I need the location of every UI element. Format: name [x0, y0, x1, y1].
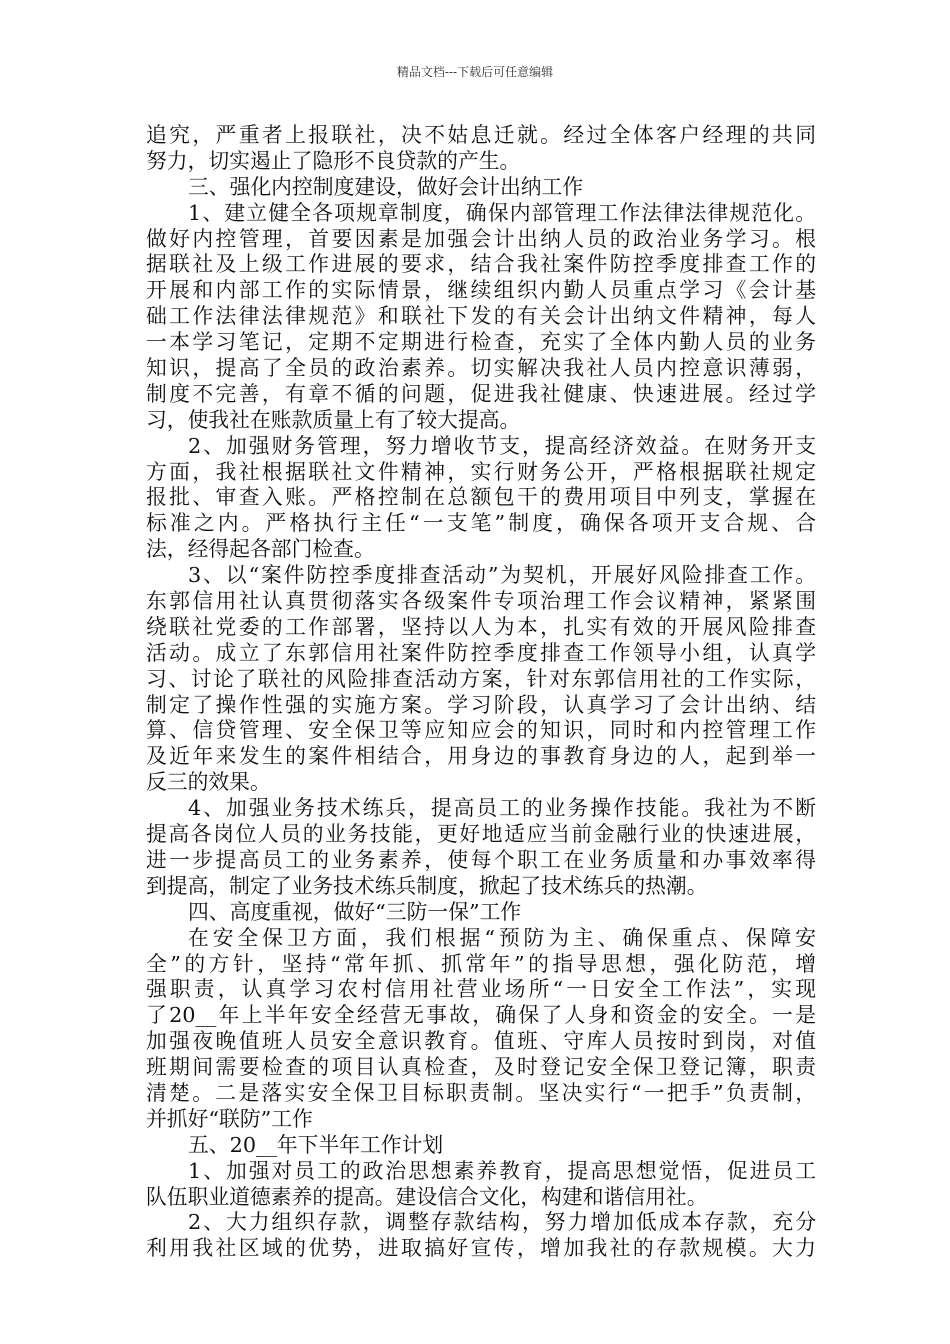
document-body	[146, 123, 816, 1262]
text-line: 努力，切实遏止了隐形不良贷款的产生。	[146, 148, 521, 173]
text-line: 队伍职业道德素养的提高。建设信合文化，构建和谐信用社。	[146, 1184, 708, 1209]
text-line: 1、加强对员工的政治思想素养教育，提高思想觉悟，促进员工	[188, 1158, 816, 1183]
text-line: 全”的方针，坚持“常年抓、抓常年”的指导思想，强化防范，增	[146, 951, 816, 976]
text-line: 到提高，制定了业务技术练兵制度，掀起了技术练兵的热潮。	[146, 873, 708, 898]
text-line: 方面，我社根据联社文件精神，实行财务公开，严格根据联社规定	[146, 459, 816, 484]
text-line: 法，经得起各部门检查。	[146, 537, 375, 562]
text-line: 清楚。二是落实安全保卫目标职责制。坚决实行“一把手”负责制，	[146, 1080, 816, 1105]
text-line: 做好内控管理，首要因素是加强会计出纳人员的政治业务学习。根	[146, 226, 816, 251]
text-line: 班期间需要检查的项目认真检查，及时登记安全保卫登记簿，职责	[146, 1055, 816, 1080]
text-line: 并抓好“联防”工作	[146, 1106, 313, 1131]
text-line: 础工作法律法律规范》和联社下发的有关会计出纳文件精神，每人	[146, 304, 816, 329]
text-line: 四、高度重视，做好“三防一保”工作	[188, 899, 522, 924]
text-line: 进一步提高员工的业务素养，使每个职工在业务质量和办事效率得	[146, 847, 816, 872]
text-line: 及近年来发生的案件相结合，用身边的事教育身边的人，起到举一	[146, 744, 816, 769]
text-line: 制度不完善，有章不循的问题，促进我社健康、快速进展。经过学	[146, 381, 816, 406]
text-line: 利用我社区域的优势，进取搞好宣传，增加我社的存款规模。大力	[146, 1236, 816, 1261]
text-line: 据联社及上级工作进展的要求，结合我社案件防控季度排查工作的	[146, 252, 816, 277]
text-line: 了20__年上半年安全经营无事故，确保了人身和资金的安全。一是	[146, 1003, 816, 1028]
text-line: 3、以“案件防控季度排查活动”为契机，开展好风险排查工作。	[188, 563, 816, 588]
text-line: 反三的效果。	[146, 770, 271, 795]
text-line: 2、加强财务管理，努力增收节支，提高经济效益。在财务开支	[188, 433, 816, 458]
text-line: 追究，严重者上报联社，决不姑息迁就。经过全体客户经理的共同	[146, 123, 816, 147]
page-header: 精品文档---下载后可任意编辑	[396, 65, 554, 79]
text-line: 开展和内部工作的实际情景，继续组织内勤人员重点学习《会计基	[146, 278, 816, 303]
text-line: 习，使我社在账款质量上有了较大提高。	[146, 407, 521, 432]
text-line: 标准之内。严格执行主任“一支笔”制度，确保各项开支合规、合	[146, 511, 816, 536]
text-line: 算、信贷管理、安全保卫等应知应会的知识，同时和内控管理工作	[146, 718, 816, 743]
text-line: 报批、审查入账。严格控制在总额包干的费用项目中列支，掌握在	[146, 485, 816, 510]
text-line: 强职责，认真学习农村信用社营业场所“一日安全工作法”，实现	[146, 977, 816, 1002]
text-line: 提高各岗位人员的业务技能，更好地适应当前金融行业的快速进展，	[146, 822, 816, 847]
text-line: 三、强化内控制度建设，做好会计出纳工作	[188, 174, 584, 199]
text-line: 4、加强业务技术练兵，提高员工的业务操作技能。我社为不断	[188, 796, 816, 821]
text-line: 知识，提高了全员的政治素养。切实解决我社人员内控意识薄弱，	[146, 356, 816, 381]
text-line: 一本学习笔记，定期不定期进行检查，充实了全体内勤人员的业务	[146, 330, 816, 355]
text-line: 绕联社党委的工作部署，坚持以人为本，扎实有效的开展风险排查	[146, 614, 816, 639]
text-line: 在安全保卫方面，我们根据“预防为主、确保重点、保障安	[188, 925, 816, 950]
text-line: 活动。成立了东郭信用社案件防控季度排查工作领导小组，认真学	[146, 640, 816, 665]
text-line: 五、20__年下半年工作计划	[188, 1132, 444, 1157]
text-line: 东郭信用社认真贯彻落实各级案件专项治理工作会议精神，紧紧围	[146, 589, 816, 614]
text-line: 2、大力组织存款，调整存款结构，努力增加低成本存款，充分	[188, 1210, 816, 1235]
text-line: 习、讨论了联社的风险排查活动方案，针对东郭信用社的工作实际，	[146, 666, 816, 691]
text-line: 制定了操作性强的实施方案。学习阶段，认真学习了会计出纳、结	[146, 692, 816, 717]
text-line: 加强夜晚值班人员安全意识教育。值班、守库人员按时到岗，对值	[146, 1029, 816, 1054]
text-line: 1、建立健全各项规章制度，确保内部管理工作法律法律规范化。	[188, 200, 816, 225]
